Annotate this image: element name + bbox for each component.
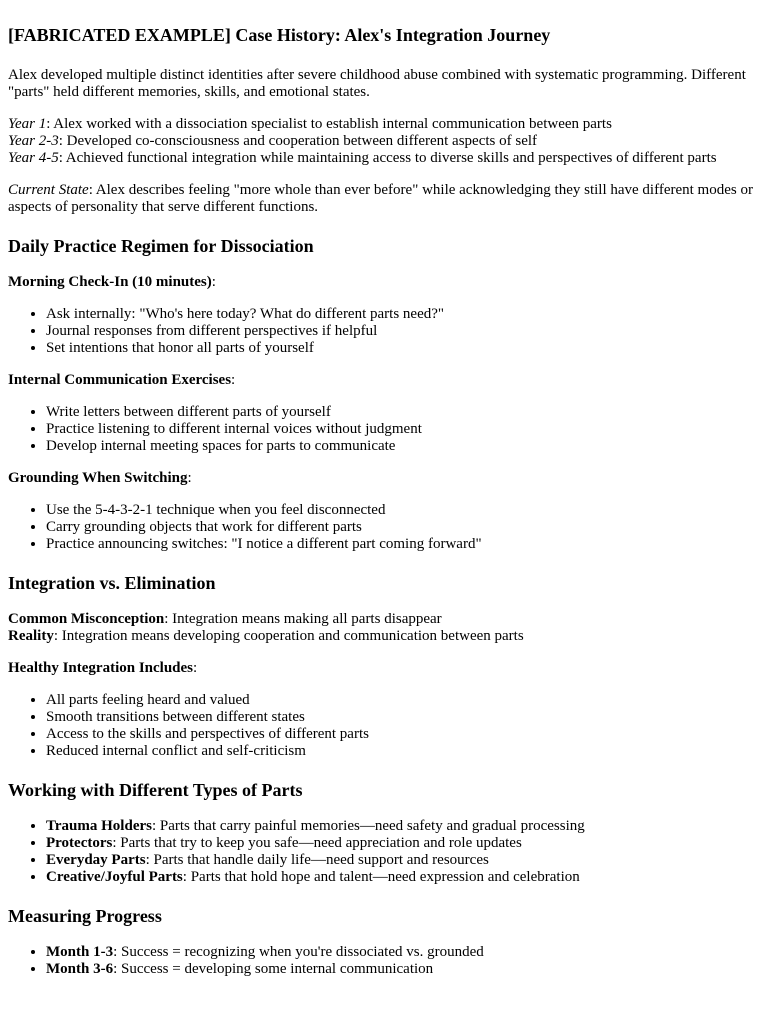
parts-types-heading: Working with Different Types of Parts (8, 780, 303, 800)
list-item: • All parts feeling heard and valued (46, 692, 764, 709)
progress-text: : Success = recognizing when you're dissociated vs. grounded (113, 944, 484, 960)
progress-heading: Measuring Progress (8, 906, 162, 926)
current-state (8, 182, 764, 216)
part-type-label: Protectors (46, 835, 113, 851)
grounding-suffix: : (187, 470, 192, 486)
list-item (46, 869, 764, 886)
healthy-integration-title: Healthy Integration Includes (8, 660, 194, 676)
integration-heading: Integration vs. Elimination (8, 573, 216, 593)
timeline-year-1-text: : Alex worked with a dissociation specialist to establish internal communication between parts (46, 116, 612, 132)
current-state-label: Current State (8, 182, 89, 198)
list-item (46, 835, 764, 852)
progress-label: Month 1-3 (46, 944, 114, 960)
healthy-integration-label (8, 660, 764, 677)
part-type-text: : Parts that try to keep you safe—need appreciation and role updates (112, 835, 522, 851)
parts-types-list (8, 818, 764, 886)
grounding-title: Grounding When Switching (8, 470, 188, 486)
list-item: • Access to the skills and perspectives of different parts (46, 726, 764, 743)
part-type-text: : Parts that carry painful memories—need safety and gradual processing (151, 818, 585, 834)
timeline-year-2-3-label: Year 2-3 (8, 133, 59, 149)
internal-communication-label (8, 372, 764, 389)
part-type-label: Creative/Joyful Parts (46, 869, 183, 885)
part-type-text: : Parts that handle daily life—need support and resources (145, 852, 489, 868)
timeline-year-2-3-text: : Developed co-consciousness and cooperation between different aspects of self (58, 133, 538, 149)
part-type-label: Trauma Holders (46, 818, 152, 834)
list-item: • Practice listening to different internal voices without judgment (46, 421, 764, 438)
timeline (8, 116, 764, 167)
current-state-text: : Alex describes feeling "more whole than ever before" while acknowledging they still have different modes or aspects of personality that serve different functions. (8, 182, 753, 215)
misconception-text: : Integration means making all parts disappear (164, 611, 442, 627)
list-item (46, 961, 764, 978)
morning-checkin-label (8, 274, 764, 291)
list-item: • Develop internal meeting spaces for parts to communicate (46, 438, 764, 455)
list-item (46, 818, 764, 835)
reality-label: Reality (8, 628, 54, 644)
grounding-list (8, 502, 764, 553)
list-item: • Smooth transitions between different states (46, 709, 764, 726)
list-item (46, 852, 764, 869)
progress-label: Month 3-6 (46, 961, 114, 977)
internal-communication-list (8, 404, 764, 455)
misconception-label: Common Misconception (8, 611, 165, 627)
internal-communication-suffix: : (231, 372, 236, 388)
list-item: • Set intentions that honor all parts of yourself (46, 340, 764, 357)
reality-text: : Integration means developing cooperation and communication between parts (53, 628, 524, 644)
document (0, 25, 772, 978)
list-item (46, 944, 764, 961)
progress-text: : Success = developing some internal communication (113, 961, 434, 977)
list-item: • Use the 5-4-3-2-1 technique when you feel disconnected (46, 502, 764, 519)
healthy-integration-suffix: : (193, 660, 198, 676)
intro-paragraph: Alex developed multiple distinct identities after severe childhood abuse combined with systematic programming. Different "parts" held different memories, skills, and emotional states. (8, 67, 746, 100)
progress-list (8, 944, 764, 978)
misconception-reality (8, 611, 764, 645)
daily-practice-heading: Daily Practice Regimen for Dissociation (8, 236, 314, 256)
list-item: • Journal responses from different perspectives if helpful (46, 323, 764, 340)
grounding-label (8, 470, 764, 487)
internal-communication-title: Internal Communication Exercises (8, 372, 232, 388)
list-item: • Reduced internal conflict and self-criticism (46, 743, 764, 760)
list-item: • Practice announcing switches: "I notice a different part coming forward" (46, 536, 764, 553)
page-title: [FABRICATED EXAMPLE] Case History: Alex's Integration Journey (8, 25, 551, 45)
list-item: • Write letters between different parts of yourself (46, 404, 764, 421)
part-type-label: Everyday Parts (46, 852, 146, 868)
morning-checkin-list (8, 306, 764, 357)
morning-checkin-suffix: : (211, 274, 216, 290)
list-item: • Carry grounding objects that work for different parts (46, 519, 764, 536)
morning-checkin-title: Morning Check-In (10 minutes) (8, 274, 212, 290)
healthy-integration-list (8, 692, 764, 760)
timeline-year-4-5-text: : Achieved functional integration while maintaining access to diverse skills and perspectives of different parts (58, 150, 717, 166)
part-type-text: : Parts that hold hope and talent—need expression and celebration (182, 869, 580, 885)
timeline-year-4-5-label: Year 4-5 (8, 150, 59, 166)
timeline-year-1-label: Year 1 (8, 116, 47, 132)
list-item: • Ask internally: "Who's here today? What do different parts need?" (46, 306, 764, 323)
